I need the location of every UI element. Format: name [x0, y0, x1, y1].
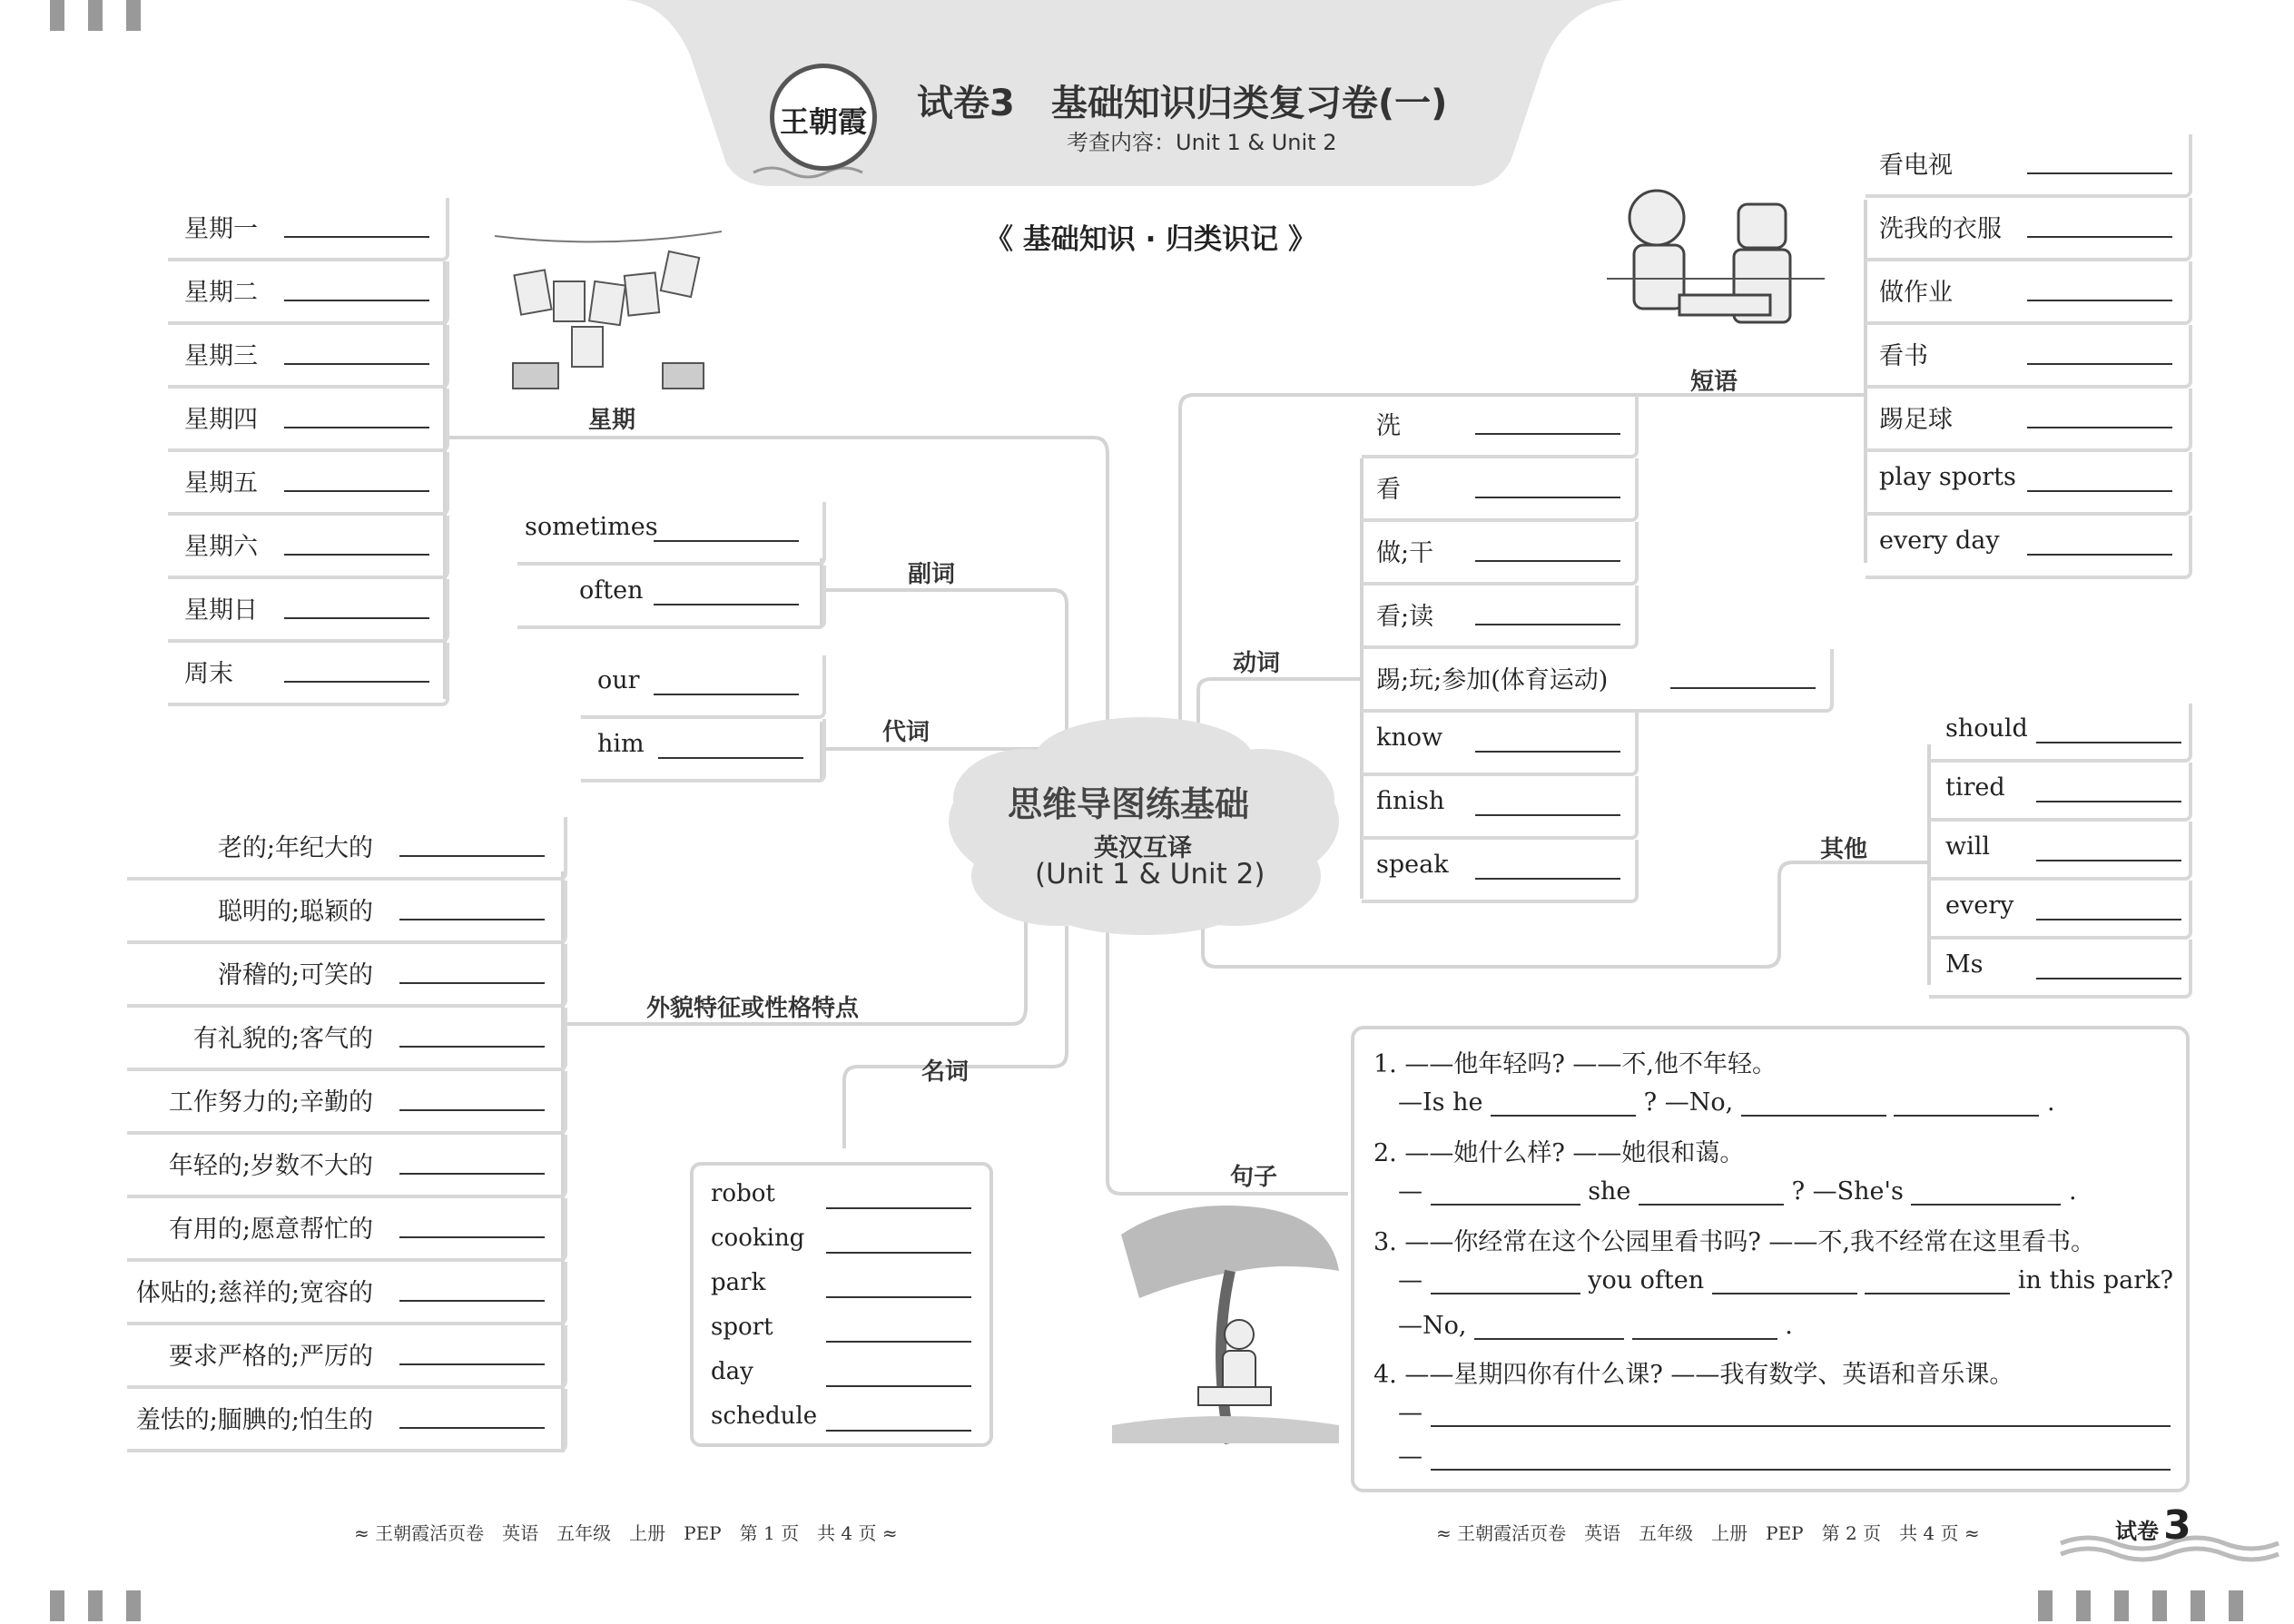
other-label: should [1945, 714, 2028, 743]
phrase-label: 看书 [1879, 342, 1928, 370]
list-item [1929, 822, 2192, 881]
verb-label: know [1376, 723, 1443, 752]
answer-blank[interactable] [1474, 1311, 1624, 1340]
adjective-label: 有礼貌的;客气的 [192, 1025, 373, 1053]
adjective-label: 体贴的;慈祥的;宽容的 [135, 1279, 373, 1307]
sentence-1-english [1398, 1088, 2055, 1117]
category-sentences: 句子 [1230, 1164, 1278, 1191]
verb-label: speak [1376, 851, 1449, 879]
list-item [1362, 458, 1639, 522]
list-item [1866, 516, 2192, 579]
answer-blank[interactable] [2036, 801, 2181, 802]
sentence-text: . [1785, 1312, 1793, 1340]
sentence-text: — [1398, 1266, 1423, 1294]
list-item [168, 325, 449, 389]
list-item [581, 655, 826, 719]
verb-label: 做;干 [1376, 539, 1434, 567]
weekday-label: 星期三 [184, 342, 258, 370]
answer-blank[interactable] [2036, 919, 2181, 920]
answer-blank[interactable] [399, 1300, 545, 1302]
adjective-label: 滑稽的;可笑的 [217, 961, 373, 989]
phrase-label: play sports [1879, 463, 2016, 491]
weekday-label: 星期六 [184, 533, 258, 561]
answer-blank[interactable] [2027, 554, 2172, 556]
weekday-label: 星期二 [184, 279, 258, 307]
answer-blank[interactable] [826, 1385, 971, 1387]
list-item [1362, 713, 1639, 776]
noun-label: sport [711, 1314, 773, 1341]
answer-blank[interactable] [826, 1252, 971, 1254]
center-title: 思维导图练基础 [1008, 784, 1250, 824]
list-item [1866, 134, 2192, 198]
category-phrases: 短语 [1690, 369, 1738, 396]
list-item [517, 566, 826, 629]
phrase-label: 看电视 [1879, 152, 1953, 180]
answer-blank[interactable] [826, 1296, 971, 1298]
adjective-label: 年轻的;岁数不大的 [168, 1152, 373, 1180]
weekday-cards-illustration [490, 218, 726, 399]
answer-blank[interactable] [399, 919, 545, 920]
list-item [1929, 940, 2192, 999]
list-item [1362, 522, 1639, 586]
sentence-text: —No, [1398, 1312, 1467, 1340]
kids-robot-illustration [1607, 177, 1834, 359]
answer-blank[interactable] [399, 1046, 545, 1048]
verb-label: 看 [1376, 476, 1401, 504]
sentence-4-chinese: 4. ——星期四你有什么课? ——我有数学、英语和音乐课。 [1373, 1361, 2014, 1389]
answer-blank[interactable] [1431, 1398, 2171, 1427]
answer-blank[interactable] [399, 1363, 545, 1365]
answer-blank[interactable] [399, 1173, 545, 1175]
sentence-text: you often [1588, 1266, 1705, 1294]
other-label: Ms [1945, 950, 1984, 979]
sentence-1-chinese: 1. ——他年轻吗? ——不,他不年轻。 [1373, 1050, 1777, 1078]
answer-blank[interactable] [826, 1341, 971, 1343]
paper-label [2115, 1502, 2191, 1549]
answer-blank[interactable] [1431, 1442, 2171, 1471]
logo-text: 王朝霞 [779, 104, 867, 139]
adverb-label: often [579, 576, 644, 605]
answer-blank[interactable] [658, 757, 803, 759]
list-item [1866, 389, 2192, 452]
sentence-text: . [2069, 1177, 2077, 1206]
list-item [127, 1389, 567, 1452]
phrase-label: 做作业 [1879, 279, 1953, 307]
center-subtitle: 英汉互译 [1094, 834, 1192, 862]
sentence-4-line-2 [1398, 1442, 2171, 1471]
paper-number: 3 [2163, 1502, 2191, 1549]
answer-blank[interactable] [2027, 427, 2172, 428]
category-others: 其他 [1820, 836, 1868, 863]
sentence-text: ? —No, [1643, 1088, 1734, 1117]
phrase-label: 踢足球 [1879, 406, 1953, 434]
section-title: 《 基础知识 · 归类识记 》 [985, 223, 1316, 256]
weekday-label: 星期一 [184, 215, 258, 243]
category-adverbs: 副词 [908, 561, 956, 588]
other-label: tired [1945, 773, 2005, 802]
answer-blank[interactable] [1632, 1311, 1777, 1340]
weekday-label: 星期日 [184, 596, 258, 625]
page-subtitle: 考查内容：Unit 1 & Unit 2 [1067, 130, 1337, 155]
answer-blank[interactable] [654, 540, 799, 542]
list-item [127, 1198, 567, 1262]
noun-label: cooking [711, 1225, 805, 1252]
adjective-label: 老的;年纪大的 [217, 834, 373, 862]
sentence-text: in this park? [2017, 1266, 2173, 1294]
sentence-3-answer [1398, 1311, 1793, 1340]
answer-blank[interactable] [1491, 1088, 1636, 1117]
list-item [1929, 763, 2192, 822]
list-item [1929, 881, 2192, 940]
noun-label: robot [711, 1180, 775, 1207]
paper-label-text: 试卷 [2115, 1519, 2159, 1544]
list-item [1362, 840, 1639, 903]
sentence-2-chinese: 2. ——她什么样? ——她很和蔼。 [1373, 1139, 1745, 1167]
answer-blank[interactable] [2027, 363, 2172, 365]
page-title: 试卷3 基础知识归类复习卷(一) [917, 83, 1448, 124]
answer-blank[interactable] [2036, 860, 2181, 861]
list-item [1866, 452, 2192, 516]
answer-blank[interactable] [1639, 1176, 1784, 1206]
other-label: will [1945, 832, 1991, 861]
list-item [1362, 649, 1834, 713]
sentence-text: . [2046, 1088, 2055, 1117]
list-item [1362, 586, 1639, 649]
list-item [1866, 325, 2192, 389]
answer-blank[interactable] [1894, 1088, 2039, 1117]
answer-blank[interactable] [2027, 236, 2172, 238]
weekday-label: 周末 [184, 660, 233, 688]
answer-blank[interactable] [1865, 1265, 2010, 1294]
sentence-4-line-1 [1398, 1398, 2171, 1427]
sentence-3-chinese: 3. ——你经常在这个公园里看书吗? ——不,我不经常在这里看书。 [1373, 1228, 2095, 1256]
answer-blank[interactable] [284, 363, 429, 365]
weekday-label: 星期四 [184, 406, 258, 434]
pronoun-label: him [597, 730, 645, 758]
answer-blank[interactable] [284, 427, 429, 428]
other-label: every [1945, 891, 2014, 920]
answer-blank[interactable] [284, 236, 429, 238]
list-item [581, 719, 826, 782]
answer-blank[interactable] [1475, 624, 1620, 625]
verb-label: finish [1376, 787, 1445, 815]
answer-blank[interactable] [2027, 172, 2172, 174]
list-item [127, 1071, 567, 1135]
answer-blank[interactable] [2036, 978, 2181, 979]
adverb-label: sometimes [525, 513, 658, 541]
list-item [168, 516, 449, 579]
sentence-text: ? —She's [1791, 1177, 1904, 1206]
adjective-label: 要求严格的;严厉的 [168, 1343, 373, 1371]
weekday-label: 星期五 [184, 469, 258, 497]
answer-blank[interactable] [399, 1109, 545, 1111]
pronoun-label: our [597, 666, 640, 694]
sentence-text: she [1588, 1177, 1631, 1206]
category-pronouns: 代词 [882, 719, 930, 746]
answer-blank[interactable] [1741, 1088, 1886, 1117]
list-item [168, 643, 449, 706]
answer-blank[interactable] [399, 1236, 545, 1238]
sentence-text: — [1398, 1442, 1423, 1471]
answer-blank[interactable] [1475, 751, 1620, 753]
list-item [127, 1262, 567, 1325]
category-nouns: 名词 [921, 1058, 970, 1086]
answer-blank[interactable] [1431, 1265, 1580, 1294]
list-item [517, 502, 826, 566]
verb-label: 踢;玩;参加(体育运动) [1376, 666, 1609, 694]
answer-blank[interactable] [1475, 433, 1620, 435]
answer-blank[interactable] [2036, 742, 2181, 743]
adjective-label: 有用的;愿意帮忙的 [168, 1216, 373, 1244]
category-adjectives: 外貌特征或性格特点 [646, 995, 860, 1022]
noun-label: schedule [711, 1403, 818, 1430]
verb-label: 洗 [1376, 412, 1401, 440]
answer-blank[interactable] [826, 1430, 971, 1432]
answer-blank[interactable] [284, 554, 429, 556]
footer-right: ≈ 王朝霞活页卷 英语 五年级 上册 PEP 第 2 页 共 4 页 ≈ [1436, 1522, 1980, 1544]
answer-blank[interactable] [399, 982, 545, 984]
answer-blank[interactable] [1475, 497, 1620, 498]
category-verbs: 动词 [1233, 650, 1281, 677]
answer-blank[interactable] [284, 300, 429, 301]
list-item [127, 1325, 567, 1389]
answer-blank[interactable] [284, 681, 429, 683]
list-item [168, 579, 449, 643]
phrase-label: every day [1879, 527, 2000, 555]
verb-label: 看;读 [1376, 603, 1434, 631]
answer-blank[interactable] [1670, 687, 1816, 689]
answer-blank[interactable] [1911, 1176, 2061, 1206]
answer-blank[interactable] [1431, 1176, 1580, 1206]
answer-blank[interactable] [2027, 490, 2172, 492]
list-item [1362, 776, 1639, 840]
answer-blank[interactable] [284, 490, 429, 492]
answer-blank[interactable] [399, 855, 545, 857]
list-item [168, 198, 449, 261]
adjective-label: 羞怯的;腼腆的;怕生的 [135, 1406, 373, 1434]
list-item [168, 452, 449, 516]
sentence-2-english [1398, 1176, 2077, 1206]
center-units: (Unit 1 & Unit 2) [1035, 858, 1265, 891]
sentence-3-english [1398, 1265, 2173, 1294]
answer-blank[interactable] [1475, 560, 1620, 562]
list-item [1866, 198, 2192, 261]
category-weekdays: 星期 [588, 407, 636, 434]
list-item [127, 944, 567, 1008]
list-item [127, 817, 567, 881]
answer-blank[interactable] [654, 694, 799, 695]
answer-blank[interactable] [654, 604, 799, 605]
adjective-label: 聪明的;聪颖的 [217, 898, 373, 926]
answer-blank[interactable] [399, 1427, 545, 1429]
answer-blank[interactable] [284, 617, 429, 619]
list-item [127, 1008, 567, 1071]
sentence-text: — [1398, 1399, 1423, 1427]
phrase-label: 洗我的衣服 [1879, 215, 2002, 243]
answer-blank[interactable] [826, 1207, 971, 1209]
list-item [1362, 395, 1639, 458]
noun-label: park [711, 1269, 766, 1296]
list-item [1866, 261, 2192, 325]
answer-blank[interactable] [1712, 1265, 1857, 1294]
list-item [127, 1135, 567, 1198]
adjective-label: 工作努力的;辛勤的 [168, 1088, 373, 1117]
answer-blank[interactable] [2027, 300, 2172, 301]
answer-blank[interactable] [1475, 814, 1620, 816]
list-item [127, 881, 567, 944]
list-item [168, 389, 449, 452]
list-item [168, 261, 449, 325]
noun-label: day [711, 1358, 753, 1385]
sentence-text: — [1398, 1177, 1423, 1206]
girl-tree-illustration [1103, 1198, 1348, 1452]
sentence-text: —Is he [1398, 1088, 1483, 1117]
footer-left: ≈ 王朝霞活页卷 英语 五年级 上册 PEP 第 1 页 共 4 页 ≈ [354, 1522, 898, 1544]
answer-blank[interactable] [1475, 878, 1620, 880]
logo-badge [770, 64, 877, 171]
list-item [1929, 704, 2192, 763]
